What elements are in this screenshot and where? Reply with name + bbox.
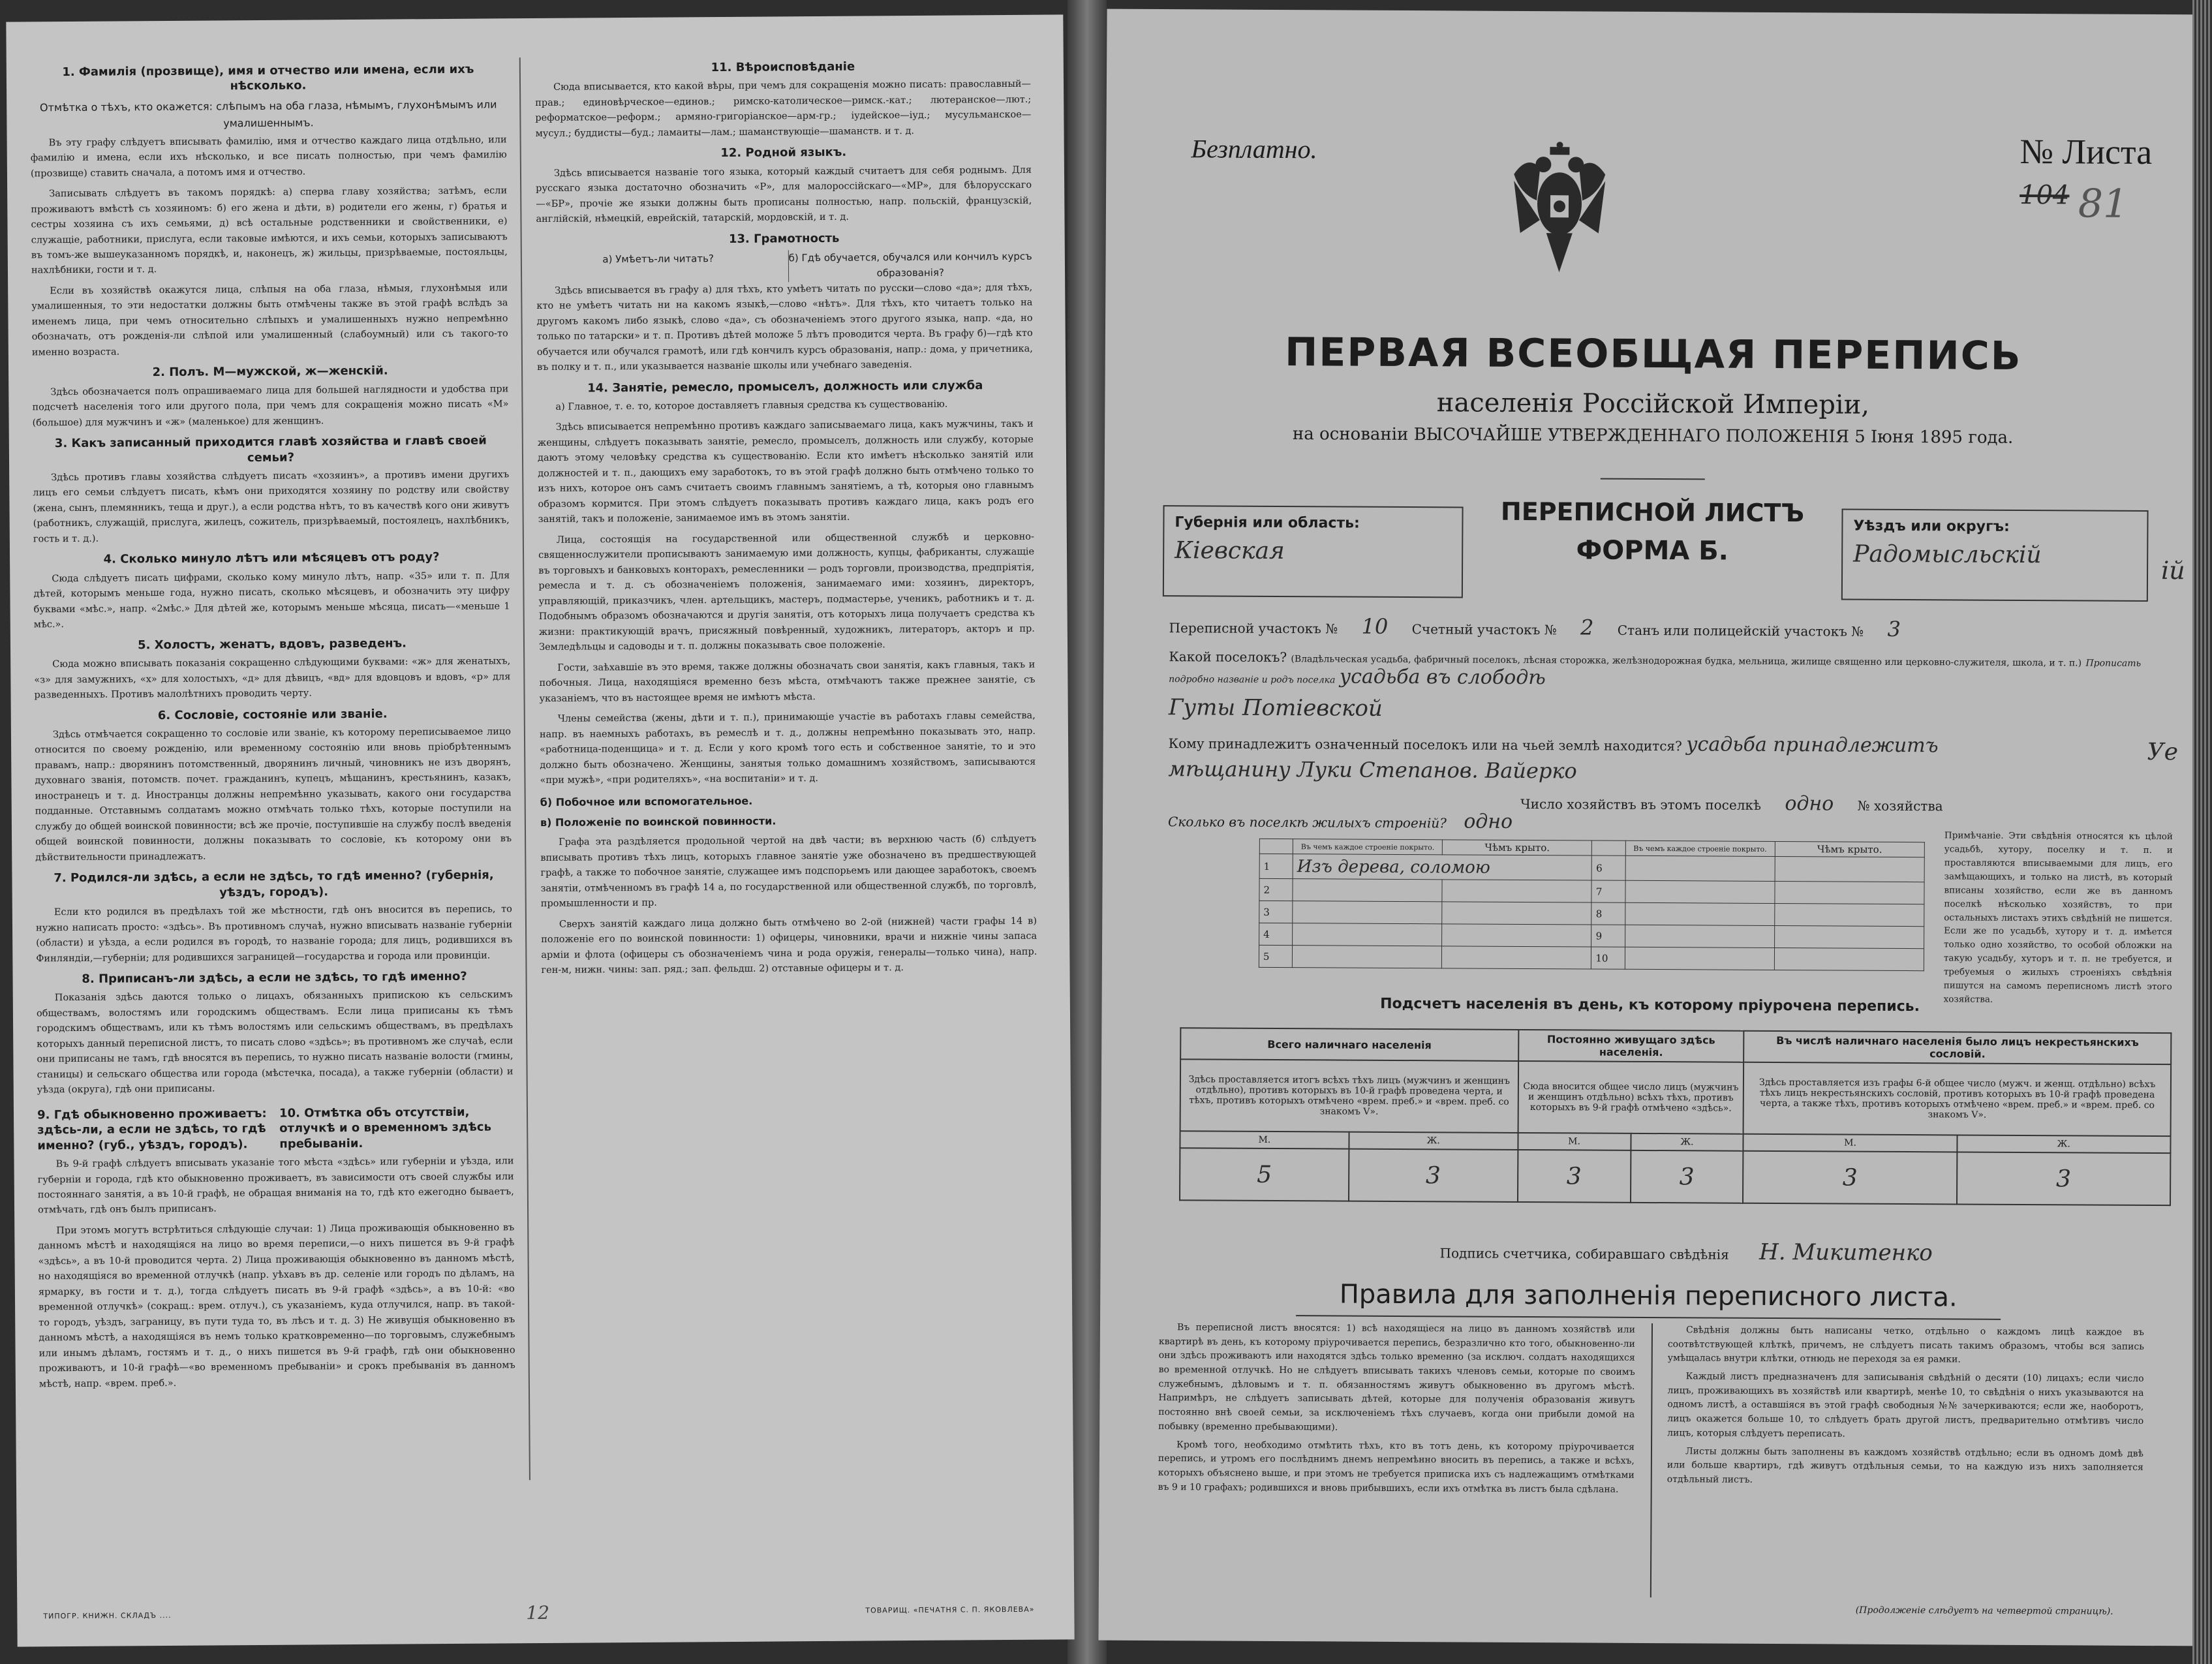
pencil-mark: 12	[526, 1601, 550, 1624]
row-number: 2	[1259, 878, 1293, 901]
paragraph: Здѣсь отмѣчается сокращенно то сословіе или званіе, къ которому переписываемое лицо относится по своему рожденію, или временному состоянію или вновь пріобрѣтеннымъ правамъ, напр.: дворянинъ потомственный, дворянинъ личный, чиновникъ не изъ дворянъ, духовнаго званія, потомств. почет. гражданинъ, купецъ, мѣщанинъ, крестьянинъ, казакъ, иностранецъ и т. д. Иностранцы должны непремѣнно указывать, какого они государства подданные. Отставнымъ солдатамъ можно отмѣчать только тѣхъ, которые поступили на службу до общей воинской повинности; всѣ же прочіе, поступившіе на службу послѣ введенія общей воинской повинности, должны показывать то сословіе, къ которому они въ дѣйствительности принадлежатъ.	[35, 726, 512, 863]
rules-title: Правила для заполненія переписного листа.	[1339, 1279, 1958, 1313]
table-header: Въ числѣ наличнаго населенія было лицъ некрестьянскихъ сословій.	[1744, 1031, 2172, 1064]
table-description: Здѣсь проставляется итогъ всѣхъ тѣхъ лицъ (мужчинъ и женщинъ отдѣльно), противъ которыхъ въ 10-й графѣ проведена черта, и тѣхъ, противъ которыхъ отмѣчено «врем. преб.» и «врем. преб. со знакомъ V».	[1180, 1059, 1518, 1133]
subheading: в) Положеніе по воинской повинности.	[540, 814, 776, 829]
paragraph: Здѣсь вписывается названіе того языка, который каждый считаетъ для себя роднымъ. Для русскаго языка достаточно обозначить «Р», для малороссійскаго—«МР», для бѣлорусскаго—«БР», прочіе же языки должны быть прописаны полностью, напр. польскій, французскій, англійскій, нѣмецкій, еврейскій, татарскій, мордовскій, и т. д.	[536, 164, 1032, 225]
printer-imprint: ТИПОГР. КНИЖН. СКЛАДЪ ....	[43, 1610, 172, 1621]
gubernia-box	[1163, 505, 1464, 598]
section-heading: 3. Какъ записанный приходится главѣ хозяйства и главѣ своей семьи?	[54, 433, 487, 465]
households-line	[1520, 791, 1943, 816]
settlement-hint2: Прописать подробно названіе и родъ поселка	[1169, 658, 2142, 686]
count-value: 3	[1957, 1152, 2171, 1205]
buildings-table	[1259, 839, 1925, 971]
paragraph: Если въ хозяйствѣ окажутся лица, слѣпыя на оба глаза, нѣмыя, глухонѣмыя или умалишенныя, то эти недостатки должны быть отмѣчены также въ этой графѣ вслѣдъ за именемъ лица, при чемъ относительно слѣпыхъ и умалишенныхъ нужно непремѣнно обозначать, отъ рожденія-ли слѣпой или умалишенный (слабоумный) или съ такого-то именно возраста.	[31, 283, 508, 358]
female-label: Ж.	[1631, 1133, 1743, 1151]
uezd-label: Уѣздъ или округъ:	[1853, 517, 2010, 535]
uezd-box	[1841, 509, 2149, 602]
paragraph: Сюда вписывается, кто какой вѣры, при чемъ для сокращенія можно писать: православный—прав.; единовѣрческое—единов.; римско-католическое—римск.-кат.; лютеранское—лют.; реформатское—реформ.; армяно-григоріанское—арм-гр.; іудейское—іуд.; мусульманское—мусул.; буддисты—буд.; ламаиты—лам.; шаманствующіе—шаманств. и т. д.	[535, 79, 1032, 139]
table-description: Сюда вносится общее число лицъ (мужчинъ и женщинъ отдѣльно) всѣхъ тѣхъ, противъ которыхъ въ 9-й графѣ отмѣчено «здѣсь».	[1518, 1061, 1743, 1134]
rules-column-left	[1158, 1321, 1635, 1501]
section-heading: 1. Фамилія (прозвище), имя и отчество или имена, если ихъ нѣсколько.	[62, 62, 474, 93]
paragraph: Показанія здѣсь даются только о лицахъ, обязанныхъ припискою къ сельскимъ обществамъ, волостямъ или городскимъ обществамъ. Если лица приписаны къ тѣмъ городскимъ обществамъ, или къ тѣмъ волостямъ или сельскимъ обществамъ, въ предѣлахъ которыхъ данный переписной листъ, то писать слово «здѣсь»; въ противномъ же случаѣ, если они приписаны не тамъ, гдѣ вносятся въ перепись, то нужно писать названіе волости (гмины, станицы) и сельскаго общества или города (мѣстечка, посада), а также губерніи (области) и уѣзда (округа), гдѣ они приписаны.	[36, 989, 514, 1096]
paragraph: Въ эту графу слѣдуетъ вписывать фамилію, имя и отчество каждаго лица отдѣльно, или фамилію и имена, если ихъ нѣсколько, и все писать полностью, при чемъ фамилію (прозвище) ставить сначала, а потомъ имя и отчество.	[30, 134, 507, 179]
gubernia-value: Кіевская	[1175, 537, 1285, 565]
table-row	[1259, 901, 1924, 926]
form-name-line1: ПЕРЕПИСНОЙ ЛИСТЪ	[1500, 497, 1805, 528]
heading-pair	[37, 1100, 514, 1157]
households-value: одно	[1785, 792, 1834, 816]
subheading: б) Гдѣ обучается, обучался или кончилъ курсъ образованія?	[788, 249, 1032, 282]
paragraph: Здѣсь вписывается непремѣнно противъ каждаго записываемаго лица, какъ мужчины, такъ и женщины, слѣдуетъ показывать занятіе, ремесло, промыселъ, должность или службу, которые даютъ этому человѣку средства къ существованію. Если кто имѣетъ нѣсколько занятій или должностей и т. п., дающихъ ему заработокъ, то въ этой графѣ должно быть отмѣчено только то изъ нихъ, которое онъ самъ считаетъ своимъ главнымъ занятіемъ, а тѣ, которыя оно главнымъ образомъ кормится. При этомъ слѣдуетъ показывать противъ каждаго лица, какъ родъ его занятій, такъ и положеніе, занимаемое имъ въ этомъ занятіи.	[537, 419, 1034, 525]
settlement-hint: (Владѣльческая усадьба, фабричный поселокъ, лѣсная сторожка, желѣзнодорожная будка, мельница, жилище священно или церковно-служителя, школа, и т. п.)	[1291, 654, 2082, 669]
signature-label: Подпись счетчика, собиравшаго свѣдѣнія	[1439, 1245, 1729, 1263]
owner-label: Кому принадлежитъ означенный поселокъ или на чьей землѣ находится?	[1168, 735, 1682, 754]
plot-label: Переписной участокъ №	[1169, 620, 1338, 637]
paragraph: При этомъ могутъ встрѣтиться слѣдующіе случаи: 1) Лица проживающія обыкновенно въ данномъ мѣстѣ и находящіяся на лицо во время переписи,—о нихъ пишется въ 9-й графѣ «здѣсь», а въ 10-й проводится черта. 2) Лица проживающія обыкновенно въ данномъ мѣстѣ, но находящіяся во временной отлучкѣ (напр. уѣхавъ въ др. селеніе или городъ по дѣламъ, на ярмарку, въ гости и т. д.), тогда слѣдуетъ писать въ 9-й графѣ «здѣсь», а въ 10-й: «во временной отлучкѣ» (сокращ.: врем. отлуч.), съ указаніемъ, куда отлучился, напр. въ такой-то городъ, уѣздъ, заграницу, въ пути тудa то, въ лѣсъ и т. д. 3) Не живущія обыкновенно въ данномъ мѣстѣ, а находящіяся въ немъ только кратковременно—по торговымъ, служебнымъ или инымъ дѣламъ, гостямъ и т. д., о нихъ пишется въ 9-й графѣ, гдѣ они обыкновенно проживаютъ, и 10-й графѣ—«во временномъ пребываніи» и срокъ пребыванія въ данномъ мѣстѣ, напр. «врем. преб.».	[38, 1222, 515, 1390]
uezd-value: Радомысльскій	[1853, 540, 2042, 569]
plot-value: 10	[1361, 613, 1389, 639]
row-number: 7	[1591, 880, 1625, 902]
divider	[1601, 478, 1705, 480]
table-description: Здѣсь проставляется изъ графы 6-й общее число (мужч. и женщ. отдѣльно) всѣхъ тѣхъ лицъ некрестьянскихъ сословій, противъ которыхъ въ 10-й графѣ проведена черта, а также тѣхъ, противъ которыхъ отмѣчено «врем. преб.» и «врем. преб. со знакомъ V».	[1743, 1062, 2171, 1136]
free-label: Безплатно.	[1191, 134, 1317, 164]
census-form-page	[1098, 9, 2203, 1646]
settlement-value: усадьба въ слободѣ	[1339, 665, 1546, 690]
household-number-label: № хозяйства	[1857, 797, 1943, 814]
instructions-page	[6, 14, 1074, 1646]
paragraph: Сюда слѣдуетъ писать цифрами, сколько кому минуло лѣтъ, напр. «35» или т. п. Для дѣтей, которымъ меньше года, нужно писать, сколько мѣсяцевъ, и обозначить эту цифру буквами «мѣс.», напр. «2мѣс.» Для дѣтей же, которымъ меньше мѣсяца, писать—«меньше 1 мѣс.».	[33, 570, 510, 630]
paragraph: Листы должны быть заполнены въ каждомъ хозяйствѣ отдѣльно; если въ одномъ домѣ двѣ или больше квартиръ, гдѣ живутъ отдѣльныя семьи, то на каждую изъ нихъ заполняется отдѣльный листъ.	[1667, 1445, 2144, 1485]
sheet-number-struck: 104	[2019, 179, 2070, 211]
owner-value: усадьба принадлежитъ	[1686, 733, 1939, 758]
paragraph: Сверхъ занятій каждаго лица должно быть отмѣчено во 2-ой (нижней) части графы 14 в) положеніе его по воинской повинности: 1) офицеры, чиновники, врачи и нижніе чины запаса армiи и флота (офицеры съ обозначеніемъ чина и рода оружія, генералы—только чина), напр. ген-м, нижн. чины: зап. ряд.; зап. фельдш. 2) отставные офицеры и т. д.	[541, 916, 1037, 976]
section-subheading: Отмѣтка о тѣхъ, кто окажется: слѣпымъ на оба глаза, нѣмымъ, глухонѣмымъ или умалишеннымъ.	[39, 98, 497, 130]
households-label: Число хозяйствъ въ этомъ поселкѣ	[1520, 795, 1762, 813]
rules-column-right	[1667, 1323, 2144, 1493]
table-row	[1259, 854, 1924, 882]
section-heading: 7. Родился-ли здѣсь, а если не здѣсь, то гдѣ именно? (губернія, уѣздъ, городъ).	[54, 868, 494, 900]
row-number: 6	[1592, 855, 1625, 880]
stan-label: Станъ или полицейскій участокъ №	[1617, 622, 1864, 639]
paragraph: Здѣсь обозначается полъ опрашиваемаго лица для большей наглядности и удобства при подсчетѣ населенія того или другого пола, при чемъ для сокращенія можно писать «М» (большое) для мужчинъ и «ж» (маленькое) для женщинъ.	[32, 384, 509, 429]
table-row	[1259, 923, 1924, 948]
gubernia-label: Губернія или область:	[1175, 514, 1360, 532]
literacy-subheads	[536, 249, 1032, 284]
section-heading: 9. Гдѣ обыкновенно проживаетъ: здѣсь-ли, а если не здѣсь, то гдѣ именно? (губ., уѣздъ, городъ).	[37, 1106, 267, 1153]
table-header: Чѣмъ крыто.	[1443, 840, 1592, 855]
male-label: М.	[1743, 1134, 1957, 1152]
paragraph: Кромѣ того, необходимо отмѣтить тѣхъ, кто въ тотъ день, къ которому пріурочивается перепись, и утромъ его послѣднимъ днемъ непремѣнно вносить въ перепись, а также и всѣхъ, которыхъ объяснено выше, и при этомъ не требуется приписка ихъ съ надлежащимъ отмѣтками въ 9 и 10 графахъ; родившихся и вновь прибывшихъ, если ихъ отмѣтка въ листъ была сдѣлана.	[1158, 1439, 1635, 1495]
margin-mark: ій	[2160, 556, 2185, 585]
column-divider	[1650, 1323, 1653, 1597]
paragraph: Свѣдѣнія должны быть написаны четко, отдѣльно о каждомъ лицѣ каждое въ соотвѣтствующей клѣткѣ, причемъ, не слѣдуетъ писать такимъ образомъ, чтобы вся запись умѣщалась внутри клѣтки, отнюдь не переходя за ея рамки.	[1667, 1325, 2144, 1365]
table-row	[1259, 945, 1924, 970]
paragraph: Члены семейства (жены, дѣти и т. п.), принимающіе участіе въ работахъ главы семейства, напр. въ наемныхъ работахъ, въ ремеслѣ и т. д., должны непремѣнно показывать это, напр. «работница-поденщица» и т. д. Если у кого кромѣ того есть и собственное занятіе, то и это должно быть обозначено. Женщины, занятыя только домашнимъ хозяйствомъ, записываются «при мужѣ», «при родителяхъ», «на воспитаніи» и т. д.	[539, 710, 1036, 786]
table-header: Въ чемъ каждое строеніе покрыто.	[1293, 839, 1442, 855]
enumerator-signature-line	[1439, 1237, 1932, 1266]
buildings-note: Примѣчаніе. Эти свѣдѣнія относятся къ цѣлой усадьбѣ, хутору, поселку и т. п. и проставляются вписываемыми для лицъ, его замѣщающихъ, и только на листѣ, въ который вписаны хозяйство, если же въ данномъ поселкѣ нѣсколько хозяйствъ, то при остальныхъ листахъ этихъ свѣдѣній не пишется. Если же по усадьбѣ, хутору и т. д. имѣется только одно хозяйство, то особой обложки на такую усадьбу, хуторъ и т. п. не требуется, и требуемыя о жилыхъ строеніяхъ свѣдѣнія пишутся на самомъ переписномъ листѣ этого хозяйства.	[1943, 830, 2173, 1005]
table-row	[1259, 878, 1924, 904]
signature-value: Н. Микитенко	[1759, 1239, 1933, 1267]
section-heading: 14. Занятіе, ремесло, промыселъ, должность или служба	[587, 378, 983, 395]
table-header: Всего наличнаго населенія	[1180, 1028, 1518, 1061]
divider	[1296, 1315, 2001, 1320]
sheet-number	[2020, 131, 2203, 227]
section-heading: 11. Вѣроисповѣданіе	[711, 59, 855, 75]
count-value: 3	[1631, 1150, 1743, 1203]
section-heading: 4. Сколько минуло лѣтъ или мѣсяцевъ отъ роду?	[103, 550, 440, 567]
continuation-note: (Продолженіе слѣдуетъ на четвертой страницѣ).	[1855, 1605, 2113, 1617]
population-count-table	[1179, 1027, 2172, 1206]
count-value: 2	[1580, 615, 1594, 640]
settlement-label: Какой поселокъ?	[1169, 649, 1287, 666]
stan-value: 3	[1887, 616, 1901, 642]
building-roof-value: Изъ дерева, соломою	[1293, 854, 1592, 880]
owner-value2: мѣщанину Луки Степанов. Вайерко	[1168, 756, 1577, 784]
paragraph: Лица, состоящія на государственной или общественной службѣ и церковно-священнослужители прописываютъ занимаемую ими должность, купцы, фабриканты, служащіе въ торговыхъ и банковыхъ конторахъ, ремесленники — родъ торговли, производства, предпріятія, ремесла и т. д. съ обозначеніемъ положенія, занимаемаго ими: хозяинъ, директоръ, управляющій, приказчикъ, член. артельщикъ, мастеръ, подмастерье, ученикъ, работникъ и т. д. Подобнымъ образомъ обозначаются и другія занятія, отъ которыхъ лица получаетъ средства къ жизни: практикующій врачъ, присяжный повѣренный, художникъ, литераторъ, акторъ и пр. Земледѣльцы и садоводы и т. п. должны показывать свое положеніе.	[538, 531, 1035, 653]
female-label: Ж.	[1349, 1132, 1518, 1150]
row-number: 3	[1259, 901, 1293, 923]
paragraph: Если кто родился въ предѣлахъ той же мѣстности, гдѣ онъ вносится въ перепись, то нужно написать просто: «здѣсь». Въ противномъ случаѣ, нужно вписывать названіе губерніи (области) и уѣзда, а если родился въ городѣ, то названіе города; для лицъ, родившихся въ Финляндіи,—губерніи; для родившихся заграницей—государства и города или провинціи.	[35, 904, 513, 964]
paragraph: Графа эта раздѣляется продольной чертой на двѣ части; въ верхнюю часть (б) слѣдуетъ вписывать противъ тѣхъ лицъ, которыхъ главное занятіе уже обозначено въ предшествующей графѣ, а также то побочное занятіе, служащее имъ подспорьемъ или дающее заработокъ, своемъ занятіи, отмѣченномъ въ графѣ 14 а, по государственной или общественной службѣ, по торговлѣ, промышленности и пр.	[540, 834, 1037, 910]
form-subtitle: населенія Россійской Имперіи,	[1436, 388, 1870, 420]
paragraph: Сюда можно вписывать показанія сокращенно слѣдующими буквами: «ж» для женатыхъ, «з» для замужнихъ, «х» для холостыхъ, «д» для дѣвицъ, «вд» для вдовцовъ и вдовъ, «р» для разведенныхъ. Противъ малолѣтнихъ проводить черту.	[34, 656, 511, 701]
male-label: М.	[1518, 1133, 1631, 1150]
section-heading: 5. Холостъ, женатъ, вдовъ, разведенъ.	[137, 636, 407, 653]
table-header: Въ чемъ каждое строеніе покрыто.	[1625, 840, 1775, 856]
page-stack-edge	[2192, 0, 2212, 1664]
row-number: 9	[1591, 925, 1625, 947]
buildings-value: одно	[1464, 810, 1513, 833]
paragraph: Здѣсь противъ главы хозяйства слѣдуетъ писать «хозяинъ», а противъ имени другихъ лицъ его семьи слѣдуетъ писать, кѣмъ они приходятся хозяину по родству или свойству (жена, сынъ, племянникъ, теща и друг.), а если родства нѣтъ, то въ качествѣ кого они живутъ (работникъ, служащій, прислуга, жилецъ, сожитель, призрѣваемый, постоялецъ, нахлѣбникъ, гость и т. д.).	[33, 469, 510, 545]
count-label: Счетный участокъ №	[1411, 621, 1557, 638]
paragraph: Гости, заѣхавшіе въ это время, также должны обозначать свои занятія, какъ главныя, такъ и побочныя. Лица, находящіяся временно безъ мѣста, отмѣчаютъ также прежнее занятіе, съ указаніемъ, что въ настоящее время не имѣютъ мѣста.	[539, 659, 1036, 704]
settlement-line	[1169, 649, 2147, 692]
margin-mark: Уе	[2147, 738, 2179, 766]
section-heading: 10. Отмѣтка объ отсутствіи, отлучкѣ и о временномъ здѣсь пребываніи.	[279, 1105, 492, 1151]
settlement-value2: Гуты Потіевской	[1168, 694, 1383, 722]
form-name	[1469, 497, 1836, 567]
table-header: Постоянно живущаго здѣсь населенія.	[1518, 1030, 1744, 1062]
section-heading: 8. Приписанъ-ли здѣсь, а если не здѣсь, то гдѣ именно?	[82, 969, 467, 986]
table-header: Чѣмъ крыто.	[1775, 841, 1924, 857]
population-count-title: Подсчетъ населенія въ день, къ которому пріурочена перепись.	[1380, 995, 1920, 1015]
section-heading: 6. Сословіе, состояніе или званіе.	[157, 707, 388, 722]
section-heading: 13. Грамотность	[728, 231, 840, 246]
male-label: М.	[1180, 1131, 1349, 1148]
paragraph: Въ 9-й графѣ слѣдуетъ вписывать указаніе того мѣста «здѣсь» или губерніи и уѣзда, или губерніи и города, гдѣ кто обыкновенно проживаетъ, въ зависимости отъ своей службы или постояннаго занятія, а въ 10-й графѣ, не обращая вниманія на то, гдѣ кто ежегодно бываетъ, отмѣчать, гдѣ онъ былъ приписанъ.	[37, 1156, 514, 1216]
column-divider	[519, 57, 530, 1480]
plot-line	[1169, 613, 1920, 641]
row-number: 8	[1591, 902, 1625, 925]
subheading: б) Побочное или вспомогательное.	[540, 794, 753, 809]
instructions-column-left	[30, 57, 515, 1397]
sheet-number-pencil: 81	[2078, 181, 2128, 227]
owner-line	[1169, 730, 1939, 757]
count-value: 3	[1743, 1151, 1957, 1205]
count-value: 3	[1518, 1150, 1631, 1203]
imperial-eagle-icon	[1507, 142, 1612, 292]
form-legal-basis: на основаніи ВЫСОЧАЙШЕ УТВЕРЖДЕННАГО ПОЛОЖЕНІЯ 5 Іюня 1895 года.	[1292, 424, 2014, 448]
buildings-label: Сколько въ поселкѣ жилыхъ строеній?	[1167, 814, 1447, 831]
female-label: Ж.	[1957, 1135, 2170, 1153]
form-title: ПЕРВАЯ ВСЕОБЩАЯ ПЕРЕПИСЬ	[1284, 330, 2022, 379]
subheading: а) Умѣетъ-ли читать?	[602, 253, 714, 266]
row-number: 1	[1259, 854, 1293, 878]
paragraph: Въ переписной листъ вносятся: 1) всѣ находящіеся на лицо въ данномъ хозяйствѣ или квартирѣ въ день, къ которому пріурочивается перепись, безразлично кто того, обыкновенно-ли они здѣсь проживаютъ или находятся здѣсь только временно (за исключ. солдатъ находящихся во временной отлучкѣ. Но не слѣдуетъ вписывать такихъ членовъ семьи, которые по своимъ служебнымъ, дѣловымъ и т. п. обязанностямъ живутъ обыкновенно въ другомъ мѣстѣ. Напримѣръ, не слѣдуетъ записывать дѣтей, которые для полученія образованія живутъ постоянно внѣ своей семьи, за исключеніемъ тѣхъ случаевъ, когда они прибыли домой на побывку (временно пребывающими).	[1158, 1322, 1636, 1433]
paragraph: Записывать слѣдуетъ въ такомъ порядкѣ: а) сперва главу хозяйства; затѣмъ, если проживаютъ вмѣстѣ съ хозяиномъ: б) его жена и дѣти, в) родители его жены, г) братья и сестры хозяина съ ихъ семьями, д) всѣ остальные родственники и свойственники, е) служащіе, работники, прислуга, если таковые имѣются, и ихъ семьи, которыхъ записываютъ въ томъ-же вышеуказанномъ порядкѣ, и, наконецъ, ж) жильцы, призрѣваемые, постояльцы, нахлѣбники, гости и т. д.	[31, 185, 508, 276]
section-heading: 2. Полъ. М—мужской, ж—женскій.	[152, 363, 388, 380]
form-name-line2: ФОРМА Б.	[1576, 535, 1729, 566]
sheet-number-label: № Листа	[2020, 131, 2153, 172]
paragraph: а) Главное, т. е. то, которое доставляетъ главныя средства къ существованію.	[555, 399, 948, 412]
count-value: 3	[1349, 1149, 1518, 1202]
paragraph: Здѣсь вписывается въ графу а) для тѣхъ, кто умѣетъ читать по русски—слово «да»; для тѣхъ, кто не умѣетъ читать ни на какомъ языкѣ,—слово «нѣтъ». Для тѣхъ, кто читаетъ только на другомъ какомъ либо языкѣ, слово «да», съ обозначеніемъ этого другого языка, напр. «да, но только по татарски» и т. п. Противъ дѣтей моложе 5 лѣтъ проводится черта. Въ графу б)—гдѣ кто обучается или обучался грамотѣ, или гдѣ кончилъ курсъ образованія, напр.: дома, у причетника, въ полку и т. п., или указывается названіе школы или учебнаго заведенія.	[536, 282, 1033, 373]
printer-imprint: ТОВАРИЩ. «ПЕЧАТНЯ С. П. ЯКОВЛЕВА»	[865, 1605, 1035, 1615]
paragraph: Каждый листъ предназначенъ для записыванія свѣдѣній о десяти (10) лицахъ; если число лицъ, проживающихъ въ хозяйствѣ или квартирѣ, менѣе 10, то свѣдѣнія о нихъ указываются на одномъ листѣ, а оставшіяся въ этой графѣ свободныя №№ зачеркиваются; если же, наоборотъ, лицъ окажется больше 10, то слѣдуетъ брать другой листъ, предварительно отмѣтивъ число лицъ, которыя слѣдуетъ переписать.	[1667, 1371, 2144, 1440]
count-value: 5	[1180, 1148, 1349, 1201]
row-number: 10	[1591, 947, 1625, 969]
row-number: 4	[1259, 923, 1293, 945]
row-number: 5	[1259, 945, 1292, 967]
instructions-column-right	[535, 54, 1037, 984]
buildings-line	[1168, 809, 1513, 833]
section-heading: 12. Родной языкъ.	[720, 146, 847, 161]
